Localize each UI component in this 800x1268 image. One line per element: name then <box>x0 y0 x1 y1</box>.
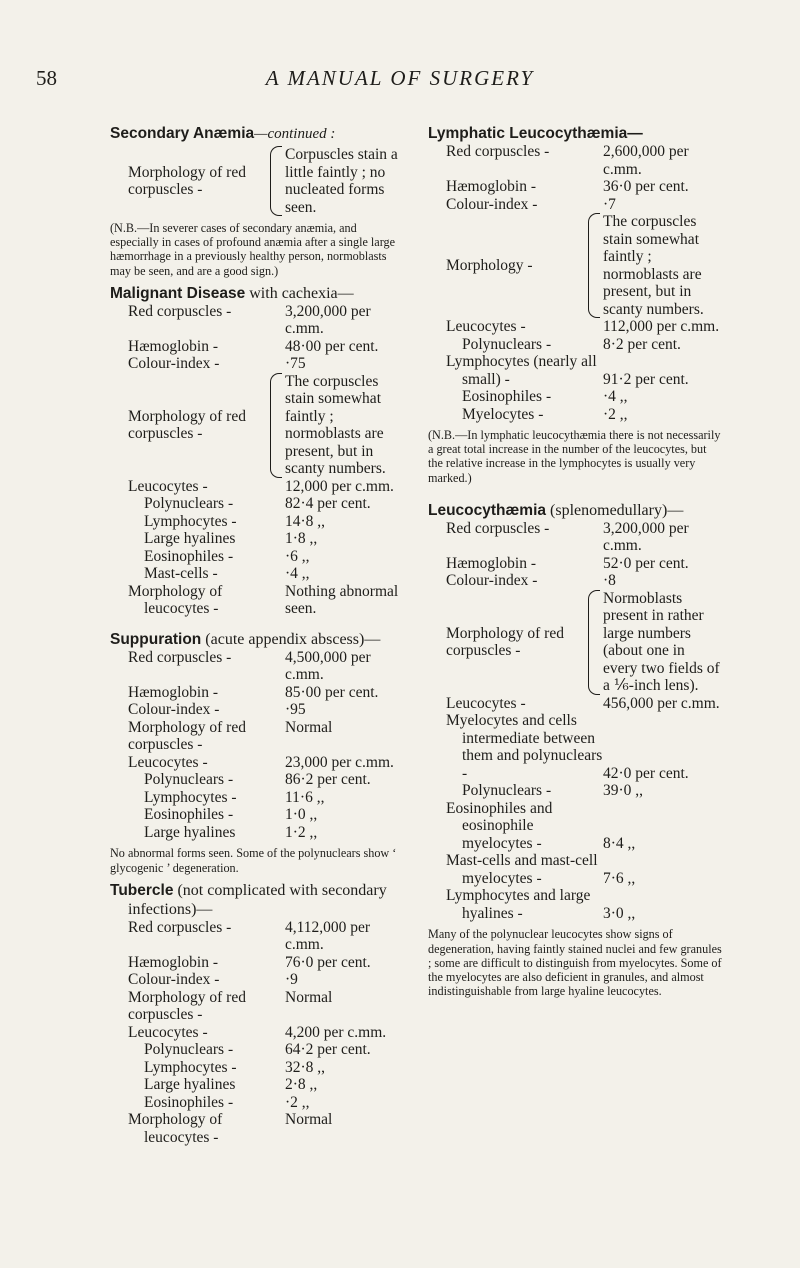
data-row: Polynuclears - 64·2 per cent. <box>144 1041 371 1059</box>
data-row: Red corpuscles - 2,600,000 per c.mm. <box>446 143 689 178</box>
data-row: Leucocytes - 12,000 per c.mm. <box>128 477 394 495</box>
data-row: Polynuclears - 82·4 per cent. <box>144 495 371 513</box>
section-title-malignant-disease: Malignant Disease with cachexia— <box>110 284 354 302</box>
data-row: Hæmoglobin - 52·0 per cent. <box>446 554 689 572</box>
data-row: Leucocytes - 4,200 per c.mm. <box>128 1023 387 1041</box>
data-row: Colour-index - ·9 <box>128 971 298 989</box>
brace <box>270 373 282 478</box>
data-row: Lymphocytes - 32·8 ,, <box>144 1058 326 1076</box>
section-title-secondary-anaemia: Secondary Anæmia—continued : <box>110 125 336 142</box>
data-row: Hæmoglobin - 36·0 per cent. <box>446 178 689 195</box>
right-column <box>428 118 723 1002</box>
morphology-block <box>428 590 723 695</box>
data-row: Hæmoglobin - 85·00 per cent. <box>128 683 379 701</box>
data-row: Hæmoglobin - 48·00 per cent. <box>128 337 379 355</box>
data-row: Lymphocytes - 11·6 ,, <box>144 788 325 806</box>
morphology-label: Morphology - <box>446 256 533 274</box>
data-row: Colour-index - ·7 <box>446 195 616 213</box>
running-title: A MANUAL OF SURGERY <box>265 66 535 90</box>
morphology-block <box>110 146 402 216</box>
data-row: Myelocytes - ·2 ,, <box>462 405 628 423</box>
data-row: Eosinophiles - ·4 ,, <box>462 388 628 405</box>
data-row: Hæmoglobin - 76·0 per cent. <box>128 953 371 971</box>
morphology-block <box>110 373 402 478</box>
brace <box>270 146 282 216</box>
data-row: Red corpuscles - 4,112,000 per c.mm. <box>128 918 371 954</box>
section-title-tubercle: Tubercle (not complicated with secondary infections)— <box>110 881 387 918</box>
note: No abnormal forms seen. Some of the polynuclears show ‘ glycogenic ’ degeneration. <box>110 846 397 875</box>
section-title-suppuration: Suppuration (acute appendix abscess)— <box>110 630 381 648</box>
data-row: Large hyalines 1·8 ,, <box>144 530 318 548</box>
morphology-text: Corpuscles stain a little faintly ; no nucleated forms seen. <box>285 146 398 216</box>
data-row: Lymphocytes and large hyalines - 3·0 ,, <box>446 887 636 922</box>
morphology-text: Normoblasts present in rather large numbers (about one in every two fields of a ⅙-inch lens). <box>603 589 720 695</box>
note: (N.B.—In severer cases of secondary anæmia, and especially in cases of profound anæmia after a single large hæmorrhage in a previously healthy person, normoblasts may be seen, and are a good sign.) <box>110 221 396 278</box>
data-row: Polynuclears - 8·2 per cent. <box>462 335 681 353</box>
brace <box>588 590 600 695</box>
morphology-label: Morphology of red corpuscles - <box>128 407 246 443</box>
note: (N.B.—In lymphatic leucocythæmia there is not necessarily a great total increase in the number of the leucocytes, but the relative increase in the lymphocytes is usually very marked.) <box>428 428 721 485</box>
data-row: Leucocytes - 456,000 per c.mm. <box>446 694 720 712</box>
left-column <box>110 118 402 1146</box>
data-row: Leucocytes - 112,000 per c.mm. <box>446 318 720 335</box>
morphology-block <box>428 213 723 318</box>
data-row: Large hyalines 2·8 ,, <box>144 1076 318 1094</box>
section-title-splenomedullary-leucocythaemia: Leucocythæmia (splenomedullary)— <box>428 501 684 519</box>
page-number: 58 <box>36 66 57 90</box>
data-row: Lymphocytes - 14·8 ,, <box>144 512 326 530</box>
data-row: Colour-index - ·8 <box>446 572 616 590</box>
data-row: Large hyalines 1·2 ,, <box>144 823 318 841</box>
data-row: Colour-index - ·75 <box>128 355 306 373</box>
data-row: Red corpuscles - 3,200,000 per c.mm. <box>446 519 689 555</box>
data-row: Eosinophiles - ·2 ,, <box>144 1093 310 1111</box>
morphology-label: Morphology of red corpuscles - <box>446 624 564 660</box>
page-header <box>0 66 800 96</box>
data-row: Red corpuscles - 3,200,000 per c.mm. <box>128 302 371 338</box>
data-row: Mast-cells and mast-cell myelocytes - 7·6 ,, <box>446 852 636 887</box>
data-row: Morphology of red corpuscles - Normal <box>128 988 333 1024</box>
data-row: Red corpuscles - 4,500,000 per c.mm. <box>128 648 371 684</box>
data-row: Mast-cells - ·4 ,, <box>144 565 310 583</box>
note: Many of the polynuclear leucocytes show signs of degeneration, having faintly stained nuclei and few granules ; some are difficult to distinguish from myelocytes. Some of the myelocytes are also deficient in granules, and almost indistinguishable from large hyaline leucocytes. <box>428 927 722 999</box>
data-row: Myelocytes and cells intermediate between them and polynuclears - 42·0 per cent. <box>446 712 689 782</box>
data-row: Eosinophiles - 1·0 ,, <box>144 806 318 824</box>
data-row: Leucocytes - 23,000 per c.mm. <box>128 753 394 771</box>
data-row: Polynuclears - 39·0 ,, <box>462 782 644 800</box>
data-row: Colour-index - ·95 <box>128 701 306 719</box>
data-row: Polynuclears - 86·2 per cent. <box>144 771 371 789</box>
morphology-text: The corpuscles stain somewhat faintly ; normoblasts are present, but in scanty numbers. <box>285 372 386 478</box>
data-row: Lymphocytes (nearly all small) - 91·2 per cent. <box>446 353 689 388</box>
data-row: Morphology of leucocytes - Nothing abnormal seen. <box>128 582 399 618</box>
morphology-label: Morphology of red corpuscles - <box>128 163 246 198</box>
brace <box>588 213 600 318</box>
morphology-text: The corpuscles stain somewhat faintly ; normoblasts are present, but in scanty numbers. <box>603 213 704 318</box>
data-row: Morphology of leucocytes - Normal <box>128 1111 333 1146</box>
data-row: Eosinophiles and eosinophile myelocytes - 8·4 ,, <box>446 799 636 852</box>
data-row: Morphology of red corpuscles - Normal <box>128 718 333 754</box>
data-row: Eosinophiles - ·6 ,, <box>144 547 310 565</box>
section-title-lymphatic-leucocythaemia: Lymphatic Leucocythæmia— <box>428 125 643 142</box>
